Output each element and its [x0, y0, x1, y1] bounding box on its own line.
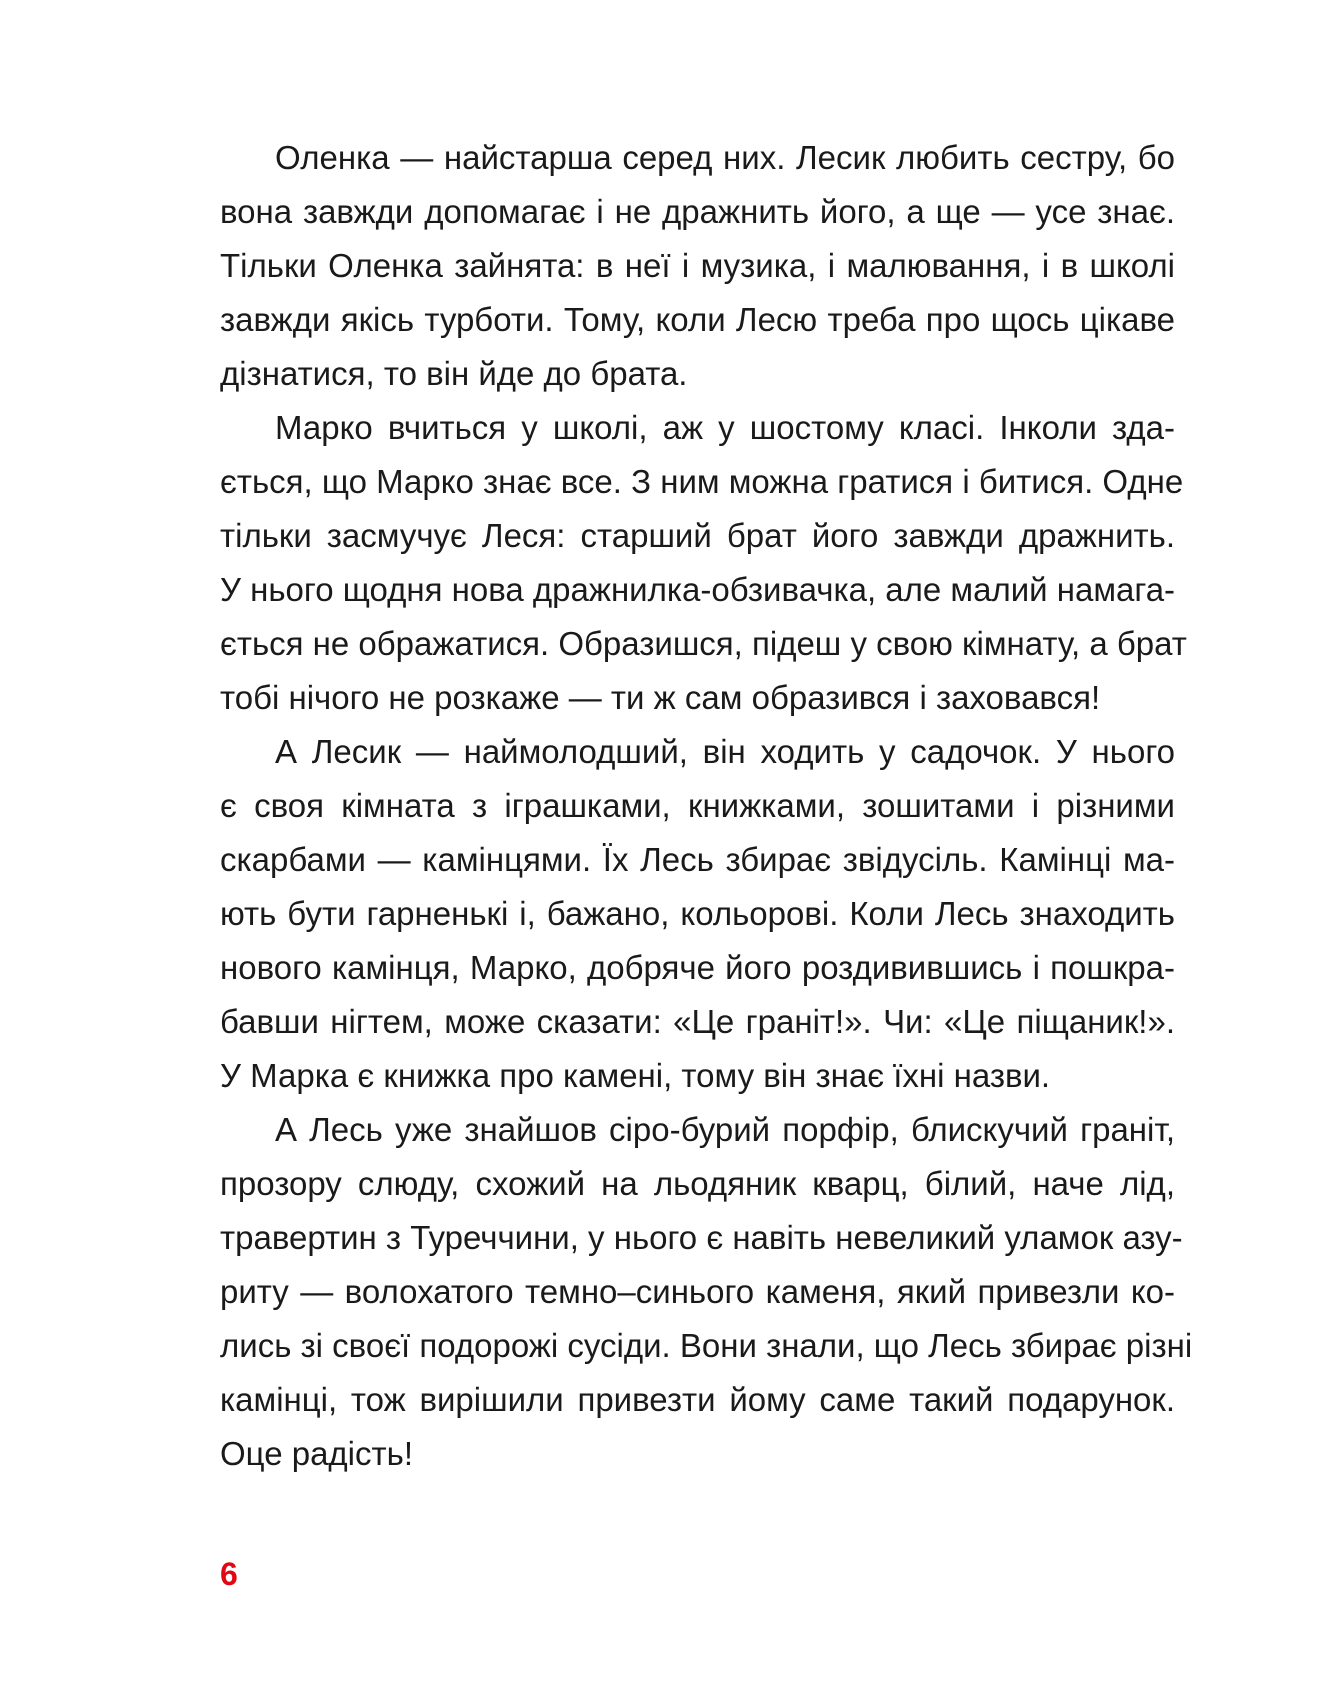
text-line: риту — волохатого темно–синього каменя, який привезли ко- [220, 1273, 1175, 1310]
text-line: вона завжди допомагає і не дражнить його, а ще — усе знає. [220, 193, 1175, 230]
text-line: ється, що Марко знає все. З ним можна гратися і битися. Одне [220, 463, 1184, 500]
paragraph [220, 1103, 1193, 1481]
text-line: Тільки Оленка зайнята: в неї і музика, і малювання, і в школі [220, 247, 1175, 284]
text-line: завжди якісь турботи. Тому, коли Лесю треба про щось цікаве [220, 301, 1175, 338]
text-line: Оце радість! [220, 1435, 413, 1472]
text-line: ється не ображатися. Образишся, підеш у свою кімнату, а брат [220, 625, 1187, 662]
text-line: камінці, тож вирішили привезти йому саме такий подарунок. [220, 1381, 1175, 1418]
text-line: У нього щодня нова дражнилка-обзивачка, але малий намага- [220, 571, 1176, 608]
text-line: У Марка є книжка про камені, тому він знає їхні назви. [220, 1057, 1051, 1094]
text-line: А Лесик — наймолодший, він ходить у садочок. У нього [275, 733, 1175, 770]
text-line: скарбами — камінцями. Їх Лесь збирає звідусіль. Камінці ма- [220, 841, 1175, 878]
paragraph [220, 725, 1175, 1103]
text-line: нового камінця, Марко, добряче його роздивившись і пошкра- [220, 949, 1175, 986]
text-line: Оленка — найстарша серед них. Лесик любить сестру, бо [275, 139, 1175, 176]
text-line: є своя кімната з іграшками, книжками, зошитами і різними [220, 787, 1175, 824]
text-line: дізнатися, то він йде до брата. [220, 355, 688, 392]
page-number: 6 [220, 1556, 238, 1592]
text-line: лись зі своєї подорожі сусіди. Вони знали, що Лесь збирає різні [220, 1327, 1193, 1364]
paragraph [220, 131, 1175, 401]
text-line: травертин з Туреччини, у нього є навіть невеликий уламок азу- [220, 1219, 1183, 1256]
body-text [220, 131, 1193, 1481]
paragraph [220, 401, 1187, 725]
text-line: ють бути гарненькі і, бажано, кольорові. Коли Лесь знаходить [220, 895, 1175, 932]
text-line: бавши нігтем, може сказати: «Це граніт!». Чи: «Це піщаник!». [220, 1003, 1175, 1040]
text-line: тобі нічого не розкаже — ти ж сам образився і заховався! [220, 679, 1101, 716]
text-line: Марко вчиться у школі, аж у шостому класі. Інколи зда- [275, 409, 1175, 446]
text-line: прозору слюду, схожий на льодяник кварц, білий, наче лід, [220, 1165, 1175, 1202]
text-line: тільки засмучує Леся: старший брат його завжди дражнить. [220, 517, 1175, 554]
text-line: А Лесь уже знайшов сіро-бурий порфір, блискучий граніт, [275, 1111, 1175, 1148]
